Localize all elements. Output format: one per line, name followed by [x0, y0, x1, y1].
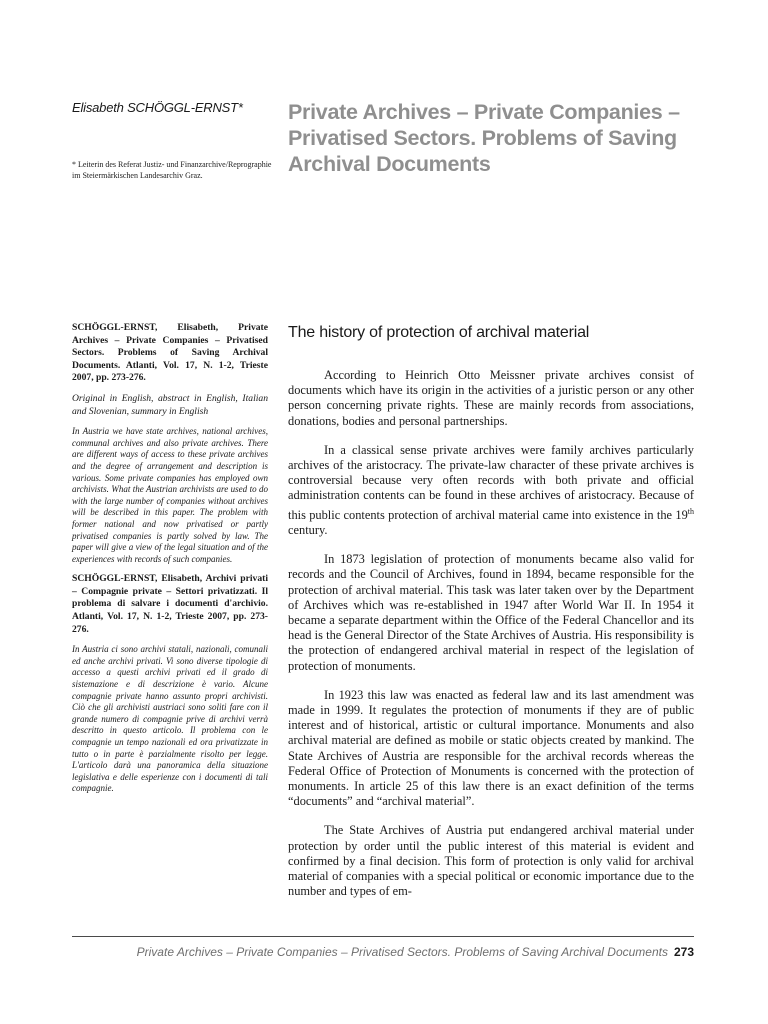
article-title: Private Archives – Private Companies – Privatised Sectors. Problems of Saving Archival Documents — [288, 100, 680, 176]
paragraph-text: century. — [288, 522, 328, 537]
section-heading: The history of protection of archival material — [288, 324, 590, 341]
body-paragraph: In 1923 this law was enacted as federal law and its last amendment was made in 1999. It regulates the protection of monuments if they are of public interest and of historical, artistic or cultural importance. Monuments and also archival material are defined as mobile or static objects created by mankind. The State Archives of Austria are responsible for the archival records whereas the Federal Office of Protection of Monuments is concerned with the protection of monuments. In article 25 of this law there is an exact definition of the terms “documents” and “archival material”. — [288, 687, 694, 809]
page-number: 273 — [673, 945, 694, 959]
ordinal-superscript: th — [687, 506, 694, 516]
footer-rule — [72, 936, 694, 937]
body-paragraph — [288, 443, 694, 538]
abstract-italian: In Austria ci sono archivi statali, nazionali, comunali ed anche archivi privati. Vi sono diverse tipologie di accesso a questi archivi privati ed il grado di sistemazione e di descrizione è vario. Alcune compagnie private hanno assunto propri archivisti. Ciò che gli archivisti austriaci sono soliti fare con il grande numero di compagnie prive di archivi verrà descritto in questo articolo. Il problema con le compagnie un tempo nazionali ed ora privatizzate in tutto o in parte è parzialmente risolto per legge. L'articolo darà una panoramica della situazione legislativa e delle esperienze con i documenti di tali compagnie. — [72, 644, 268, 794]
body-paragraph: In 1873 legislation of protection of monuments became also valid for records and the Council of Archives, found in 1894, became responsible for the protection of archival material. This task was later taken over by the Department of Archives which was re-established in 1947 after World War II. In 1954 it became a separate department within the Office of the Federal Chancellor and its head is the General Director of the State Archives of Austria. His responsibility is the protection of endangered archival material in respect of the legislation of protection of monuments. — [288, 552, 694, 673]
body-text — [288, 368, 694, 913]
citation-english: SCHÖGGL-ERNST, Elisabeth, Private Archives – Private Companies – Privatised Sectors. Problems of Saving Archival Documents. Atlanti, Vol. 17, N. 1-2, Trieste 2007, pp. 273-276. — [72, 322, 268, 384]
language-note: Original in English, abstract in English, Italian and Slovenian, summary in English — [72, 392, 268, 417]
page-footer — [72, 945, 694, 959]
body-paragraph: According to Heinrich Otto Meissner private archives consist of documents which have its origin in the activities of a juristic person or any other person concerning private rights. These are mainly records from associations, donations, bodies and personal partnerships. — [288, 368, 694, 428]
author-affiliation-footnote: * Leiterin des Referat Justiz- und Finanzarchive/Reprographie im Steiermärkischen Landesarchiv Graz. — [72, 160, 272, 180]
paragraph-text: In a classical sense private archives were family archives particularly archives of the aristocracy. The private-law character of these private archives is controversial because very often records with both private and official administration contents can be found in these archives of aristocracy. Because of this public contents protection of archival material came into existence in the 19 — [288, 442, 694, 522]
running-title: Private Archives – Private Companies – Privatised Sectors. Problems of Saving Archival Documents — [136, 945, 668, 959]
body-paragraph: The State Archives of Austria put endangered archival material under protection by order until the public interest of this material is evident and confirmed by a final decision. This form of protection is only valid for archival material of companies with a special political or economic importance due to the number and types of em- — [288, 823, 694, 899]
author-name: Elisabeth SCHÖGGL-ERNST* — [72, 100, 243, 115]
citation-italian: SCHÖGGL-ERNST, Elisabeth, Archivi privati – Compagnie private – Settori privatizzati. Il problema di salvare i documenti d'archivio. Atlanti, Vol. 17, N. 1-2, Trieste 2007, pp. 273-276. — [72, 573, 268, 635]
abstract-column — [72, 322, 268, 803]
abstract-english: In Austria we have state archives, national archives, communal archives and also private archives. There are different ways of access to these private archives and the degree of arrangement and description is various. Some private companies has employed own archivists. What the Austrian archivists are used to do with the large number of companies without archives will be described in this paper. The problem with former national and now privatised or partly privatised companies is partly solved by law. The paper will give a view of the legal situation and of the experiences with records of such companies. — [72, 426, 268, 564]
